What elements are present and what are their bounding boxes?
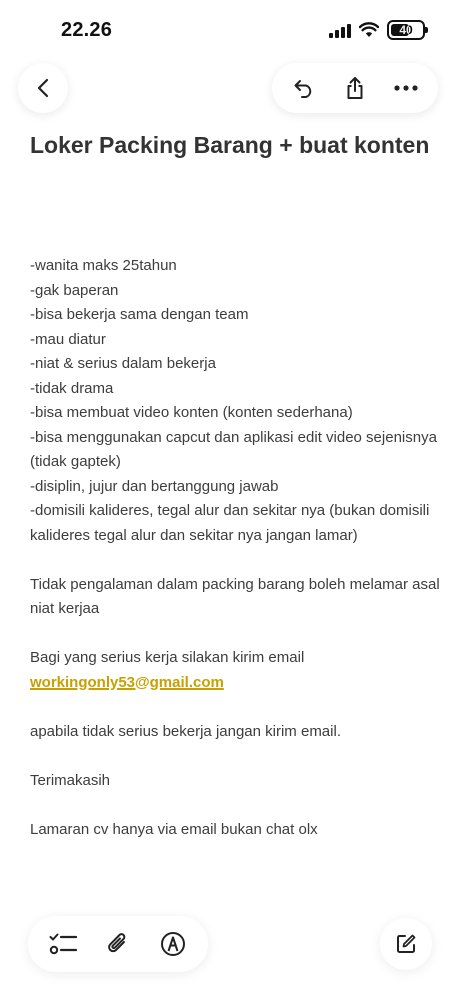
status-bar — [0, 0, 461, 60]
requirement-item: -bisa membuat video konten (konten sederhana) — [30, 404, 353, 421]
requirement-item: -mau diatur — [30, 330, 106, 348]
note-title[interactable]: Loker Packing Barang + buat konten — [30, 132, 430, 158]
cellular-signal-icon — [329, 22, 351, 38]
footer-text: Lamaran cv hanya via email bukan chat olx — [30, 820, 318, 838]
paragraph-gap — [30, 695, 440, 720]
markup-pen-icon — [160, 931, 186, 957]
more-button[interactable] — [384, 66, 428, 110]
contact-intro-text: Bagi yang serius kerja silakan kirim email — [30, 649, 305, 666]
checklist-icon — [49, 932, 77, 956]
email-line — [30, 671, 440, 696]
requirement-item: -disiplin, jujur dan bertanggung jawab — [30, 477, 279, 495]
share-button[interactable] — [333, 66, 377, 110]
paragraph-gap — [30, 744, 440, 769]
paperclip-icon — [106, 931, 130, 957]
requirement-item: -bisa bekerja sama dengan team — [30, 306, 249, 323]
wifi-icon — [359, 22, 379, 38]
battery-icon — [387, 20, 425, 40]
undo-icon — [293, 78, 315, 98]
more-icon — [394, 85, 418, 91]
compose-button[interactable] — [380, 918, 432, 970]
requirement-item: -gak baperan — [30, 281, 119, 299]
status-icons — [329, 20, 425, 40]
experience-text: Tidak pengalaman dalam packing barang boleh melamar asal niat kerjaa — [30, 575, 440, 617]
paragraph-gap — [30, 622, 440, 647]
status-time: 22.26 — [61, 19, 113, 41]
warning-text: apabila tidak serius bekerja jangan kirim email. — [30, 722, 341, 740]
back-button[interactable] — [18, 63, 68, 113]
email-link[interactable]: workingonly53@gmail.com — [30, 673, 224, 691]
share-icon — [345, 76, 365, 100]
paragraph-gap — [30, 793, 440, 818]
requirement-item: -domisili kalideres, tegal alur dan sekitar nya (bukan domisili kalideres tegal alur dan sekitar nya jangan lamar) — [30, 502, 430, 544]
markup-button[interactable] — [153, 924, 193, 964]
thanks-text: Terimakasih — [30, 771, 111, 789]
undo-button[interactable] — [282, 66, 326, 110]
requirement-item: -wanita maks 25tahun — [30, 257, 177, 274]
requirement-item: -tidak drama — [30, 379, 114, 397]
checklist-button[interactable] — [43, 924, 83, 964]
paragraph-gap — [30, 548, 440, 573]
compose-icon — [395, 933, 417, 955]
requirement-item: -niat & serius dalam bekerja — [30, 355, 216, 372]
note-actions-group — [272, 63, 438, 113]
battery-level: 40 — [399, 23, 413, 37]
bottom-toolbar — [28, 916, 208, 972]
requirement-item: -bisa menggunakan capcut dan aplikasi edit video sejenisnya (tidak gaptek) — [30, 428, 437, 470]
chevron-left-icon — [36, 78, 50, 98]
attachment-button[interactable] — [98, 924, 138, 964]
note-body[interactable] — [30, 254, 440, 842]
